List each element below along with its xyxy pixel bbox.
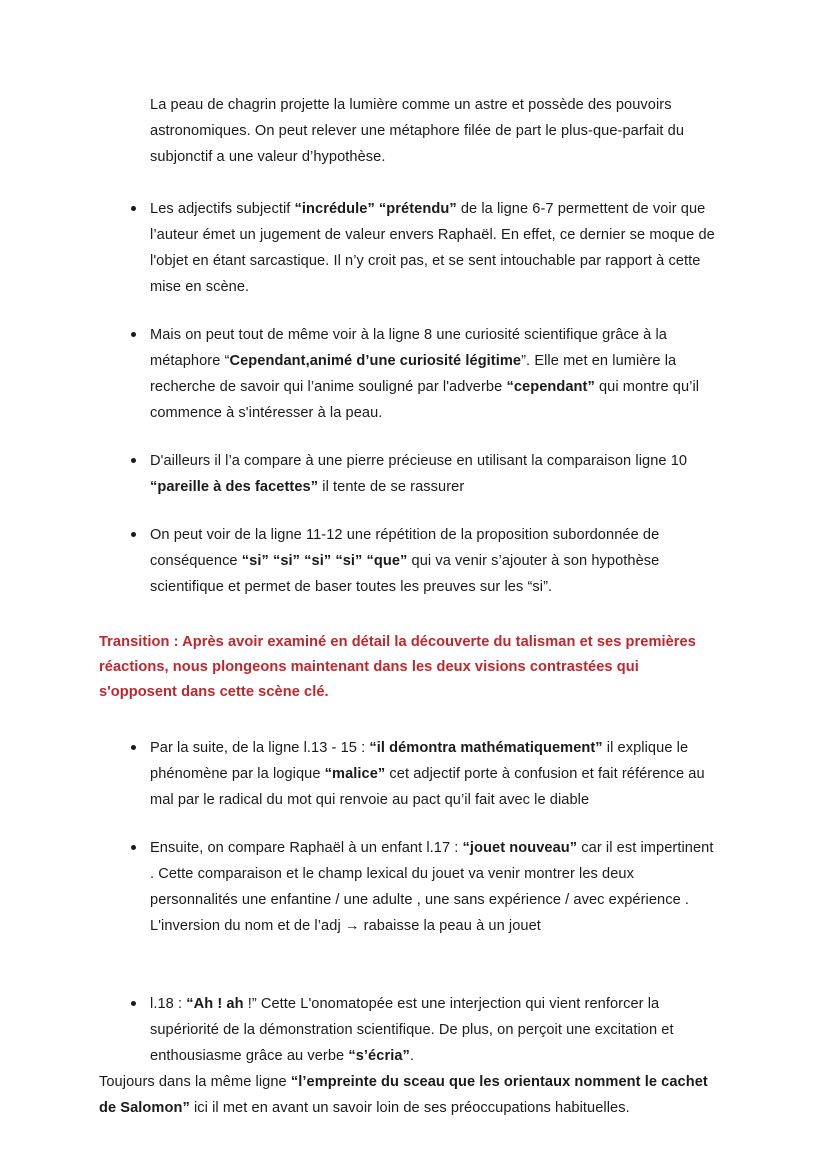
list-item: [99, 735, 720, 813]
spacer: [99, 300, 720, 322]
spacer: [99, 426, 720, 448]
bullet-text-bold: “cependant”: [506, 379, 595, 395]
closing-text-part: ici il met en avant un savoir loin de ses préoccupations habituelles.: [189, 1100, 630, 1116]
bullet-text-part: Les adjectifs subjectif: [150, 201, 295, 217]
bullet-dot-icon: [131, 532, 136, 537]
bullet-text-part: de la ligne 6-7 permettent de voir que l’auteur émet un jugement de valeur envers Raphaël. En effet, ce dernier se moque de l'objet en étant sarcastique. Il n’y croit pas, et se sent intouchable par rapport à cette mise en scène.: [150, 201, 715, 295]
closing-text-bold: “l’empreinte du sceau que les orientaux nomment le cachet de Salomon”: [99, 1074, 708, 1116]
bullet-text-bold: “jouet nouveau”: [462, 840, 578, 856]
bullet-text-part: il tente de se rassurer: [318, 479, 465, 495]
closing-paragraph: [99, 1069, 720, 1121]
list-item: [99, 522, 720, 600]
bullet-text-part: ”. Elle met en lumière la recherche de savoir qui l’anime souligné par l'adverbe: [150, 353, 677, 395]
spacer: [99, 600, 720, 630]
bullet-text-part: qui montre qu’il commence à s'intéresser à la peau.: [150, 379, 700, 421]
bullet-text-part: l.18 :: [150, 996, 187, 1012]
bullet-text-part: .: [409, 1048, 415, 1064]
bullet-dot-icon: [131, 332, 136, 337]
bullet-dot-icon: [131, 458, 136, 463]
spacer: [99, 500, 720, 522]
bullet-text-part: D'ailleurs il l’a compare à une pierre précieuse en utilisant la comparaison ligne 10: [150, 453, 688, 469]
list-item: [99, 322, 720, 426]
bullet-text-bold: “malice”: [324, 766, 386, 782]
bullet-text-part: !” Cette L'onomatopée est une interjection qui vient renforcer la supériorité de la démonstration scientifique. De plus, on perçoit une excitation et enthousiasme grâce au verbe: [150, 996, 674, 1064]
bullet-text-bold: Cependant,animé d’une curiosité légitime: [229, 353, 522, 369]
bullet-text-part: Mais on peut tout de même voir à la ligne 8 une curiosité scientifique grâce à la métaphore “: [150, 327, 667, 369]
bullet-list-first-section: [99, 196, 720, 600]
list-item: [99, 991, 720, 1069]
bullet-text-bold: “Ah ! ah: [186, 996, 244, 1012]
bullet-dot-icon: [131, 745, 136, 750]
bullet-dot-icon: [131, 206, 136, 211]
bullet-text-part: il explique le phénomène par la logique: [150, 740, 689, 782]
bullet-text-bold: “si” “si” “si” “si” “que”: [241, 553, 408, 569]
spacer: [99, 813, 720, 835]
bullet-list-second-section: [99, 735, 720, 1069]
spacer: [99, 705, 720, 735]
bullet-text-part: cet adjectif porte à confusion et fait référence au mal par le radical du mot qui renvoie au pact qu’il fait avec le diable: [150, 766, 705, 808]
intro-paragraph: La peau de chagrin projette la lumière comme un astre et possède des pouvoirs astronomiques. On peut relever une métaphore filée de part le plus-que-parfait du subjonctif a une valeur d’hypothèse.: [150, 97, 685, 165]
bullet-dot-icon: [131, 1001, 136, 1006]
bullet-text-part: On peut voir de la ligne 11-12 une répétition de la proposition subordonnée de conséquence: [150, 527, 660, 569]
bullet-text-bold: “pareille à des facettes”: [150, 479, 319, 495]
bullet-text-part: car il est impertinent . Cette comparaison et le champ lexical du jouet va venir montrer les deux personnalités une enfantine / une adulte , une sans expérience / avec expérience .: [150, 840, 714, 908]
document-body: [99, 92, 720, 1121]
bullet-dot-icon: [131, 845, 136, 850]
bullet-text-part: Par la suite, de la ligne l.13 - 15 :: [150, 740, 370, 756]
spacer: [99, 170, 720, 196]
list-item: [99, 196, 720, 300]
bullet-text-bold: “il démontra mathématiquement”: [369, 740, 603, 756]
bullet-text-part: qui va venir s’ajouter à son hypothèse scientifique et permet de baser toutes les preuves sur les “si”.: [150, 553, 660, 595]
closing-text-part: Toujours dans la même ligne: [99, 1074, 291, 1090]
spacer: [99, 939, 720, 991]
bullet-sub-line: L'inversion du nom et de l’adj → rabaisse la peau à un jouet: [150, 918, 541, 934]
list-item: [99, 835, 720, 939]
list-item: [99, 448, 720, 500]
bullet-text-bold: “s’écria”: [348, 1048, 410, 1064]
transition-paragraph: Transition : Après avoir examiné en détail la découverte du talisman et ses premières réactions, nous plongeons maintenant dans les deux visions contrastées qui s'opposent dans cette scène clé.: [99, 634, 696, 700]
bullet-text-bold: “incrédule” “prétendu”: [294, 201, 457, 217]
bullet-text-part: Ensuite, on compare Raphaël à un enfant l.17 :: [150, 840, 463, 856]
